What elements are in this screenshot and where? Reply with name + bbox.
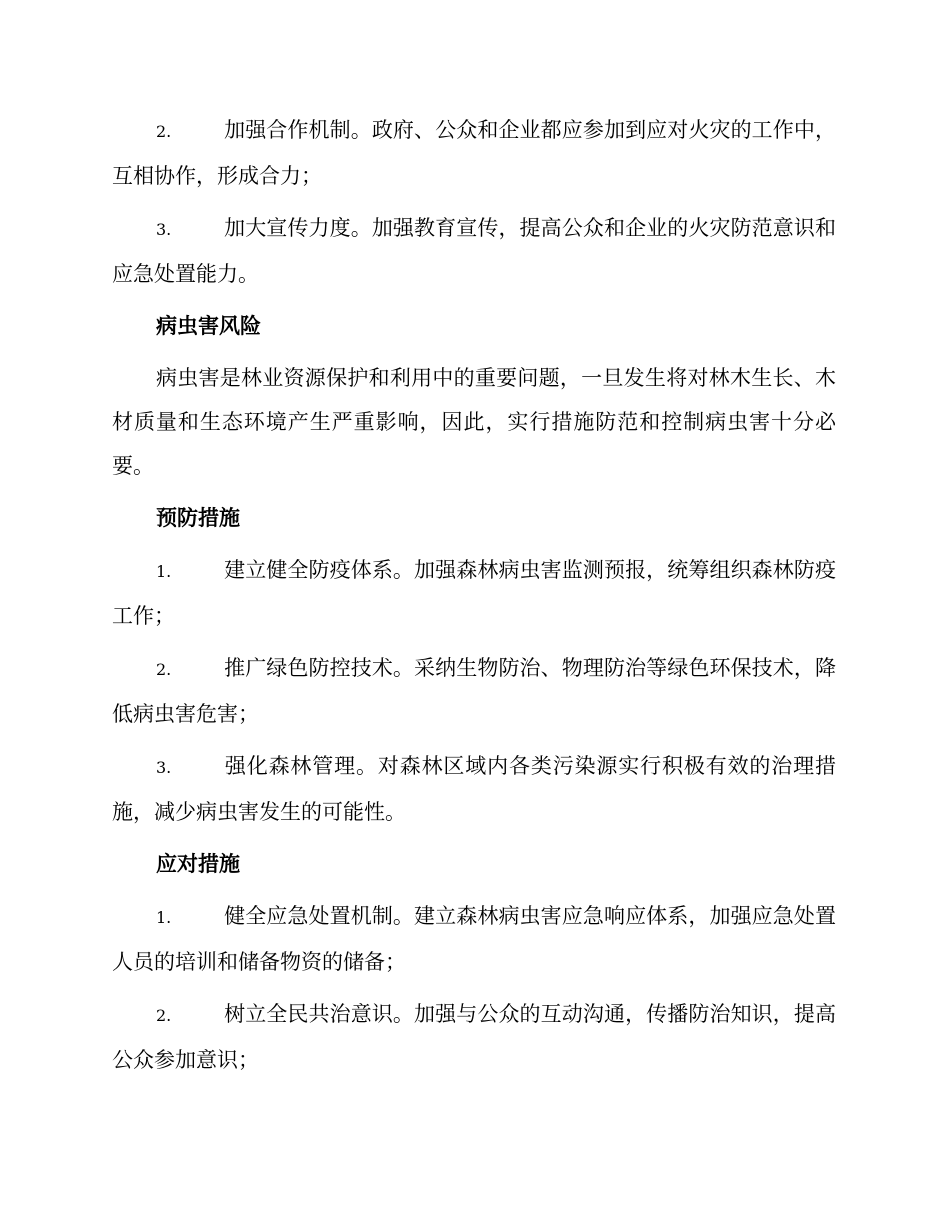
list-item xyxy=(112,108,836,198)
list-item-number: 2. xyxy=(156,1006,172,1025)
list-item-number: 1. xyxy=(156,908,172,927)
list-item-text: 推广绿色防控技术。采纳生物防治、物理防治等绿色环保技术，降低病虫害危害； xyxy=(112,656,836,726)
section-heading-prevention: 预防措施 xyxy=(156,505,240,530)
list-item xyxy=(112,548,836,638)
list-item-text: 加强合作机制。政府、公众和企业都应参加到应对火灾的工作中，互相协作，形成合力； xyxy=(112,118,836,188)
list-item-number: 3. xyxy=(156,758,172,777)
section-heading-pest-risk: 病虫害风险 xyxy=(156,313,261,338)
list-item xyxy=(112,646,836,736)
list-item-text: 建立健全防疫体系。加强森林病虫害监测预报，统筹组织森林防疫工作； xyxy=(112,558,836,628)
list-item-text: 树立全民共治意识。加强与公众的互动沟通，传播防治知识，提高公众参加意识； xyxy=(112,1002,836,1072)
list-item xyxy=(112,206,836,296)
list-item xyxy=(112,992,836,1082)
list-item xyxy=(112,894,836,984)
section-heading-response: 应对措施 xyxy=(156,851,240,876)
list-item-text: 强化森林管理。对森林区域内各类污染源实行积极有效的治理措施，减少病虫害发生的可能性。 xyxy=(112,754,836,824)
list-item-number: 2. xyxy=(156,660,172,679)
list-item-text: 加大宣传力度。加强教育宣传，提高公众和企业的火灾防范意识和应急处置能力。 xyxy=(112,216,836,286)
list-item-number: 2. xyxy=(156,122,172,141)
list-item-number: 1. xyxy=(156,562,172,581)
pest-intro-paragraph: 病虫害是林业资源保护和利用中的重要问题，一旦发生将对林木生长、木材质量和生态环境产生严重影响，因此，实行措施防范和控制病虫害十分必要。 xyxy=(112,366,836,478)
list-item-number: 3. xyxy=(156,220,172,239)
list-item-text: 健全应急处置机制。建立森林病虫害应急响应体系，加强应急处置人员的培训和储备物资的储备； xyxy=(112,904,836,974)
document-body xyxy=(112,108,836,1090)
list-item xyxy=(112,744,836,834)
